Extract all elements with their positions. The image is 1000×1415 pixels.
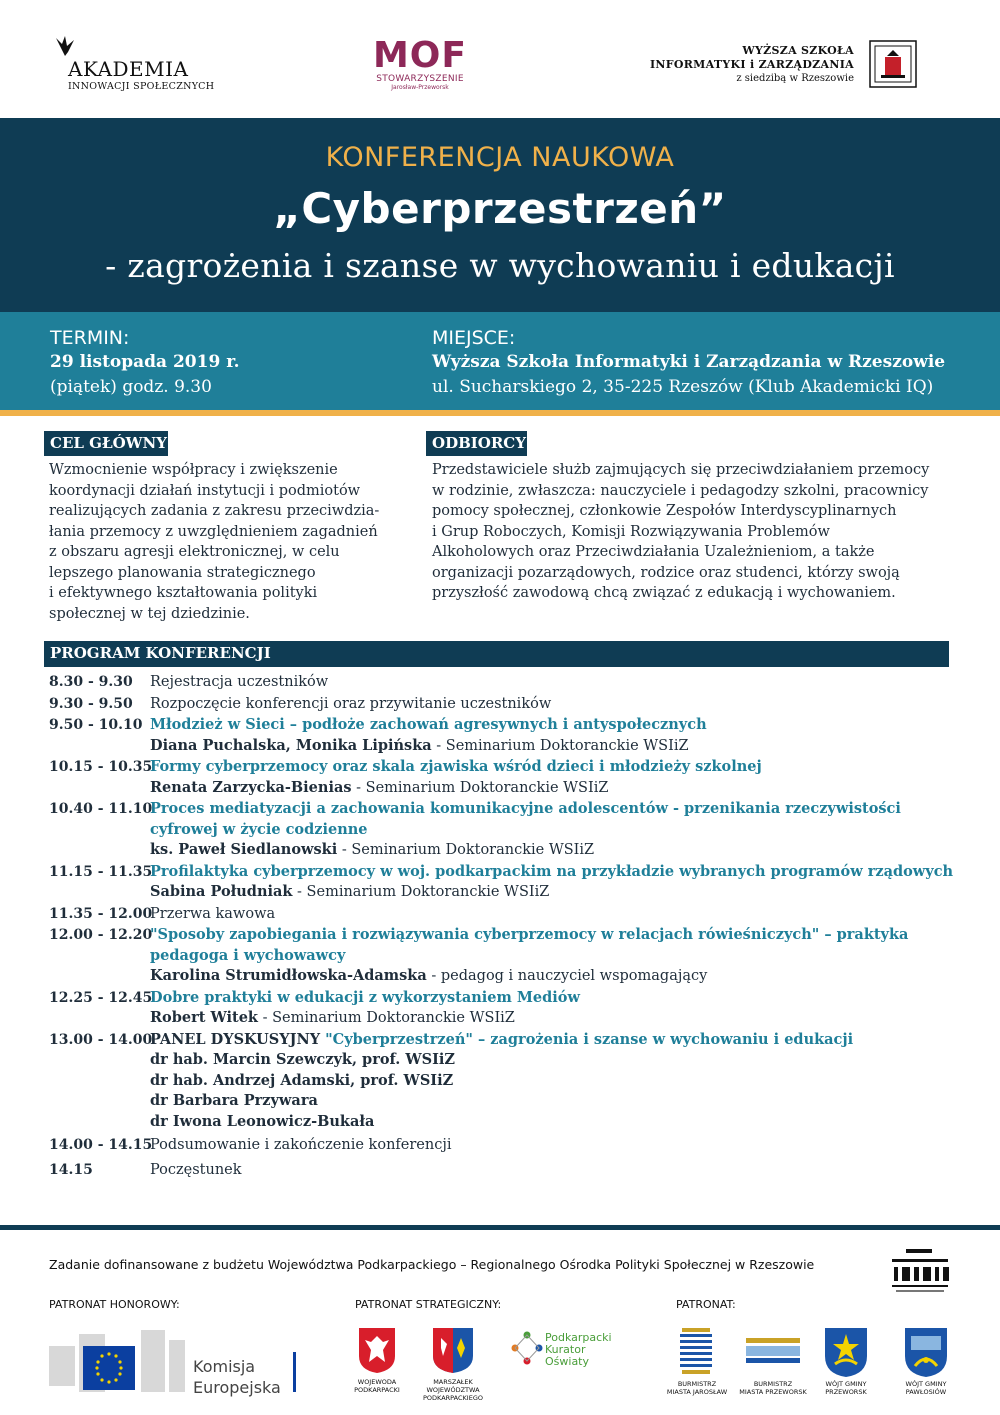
audience-line: Przedstawiciele służb zajmujących się przeciwdziałaniem przemocy — [432, 462, 930, 478]
wojt-przeworsk-crest-icon — [823, 1326, 869, 1378]
program-time: 9.50 - 10.10 — [49, 717, 143, 733]
strategic-patronage-label: PATRONAT STRATEGICZNY: — [355, 1298, 502, 1311]
place-address: ul. Sucharskiego 2, 35-225 Rzeszów (Klub Akademicki IQ) — [432, 377, 934, 397]
program-speaker: Sabina Południak — [150, 883, 293, 900]
program-affiliation: - pedagog i nauczyciel wspomagający — [426, 968, 708, 984]
program-item — [49, 715, 954, 756]
goal-line: społecznej w tej dziedzinie. — [49, 605, 250, 622]
term-time: (piątek) godz. 9.30 — [50, 377, 212, 397]
program-text: Rejestracja uczestników — [150, 674, 329, 690]
place-label: MIEJSCE: — [432, 327, 516, 349]
komisja-line2: Europejska — [193, 1378, 281, 1397]
akademia-name: AKADEMIA — [68, 57, 189, 81]
komisja-line1: Komisja — [193, 1357, 256, 1376]
wojt-przeworsk-caption — [814, 1380, 878, 1396]
program-topic: Młodzież w Sieci – podłoże zachowań agresywnych i antyspołecznych — [150, 716, 707, 733]
goal-heading: CEL GŁÓWNY — [44, 431, 168, 456]
audience-line: organizacji pozarządowych, rodzice oraz studenci, którzy swoją — [432, 564, 900, 581]
program-item — [49, 1030, 954, 1133]
audience-heading: ODBIORCY — [426, 431, 527, 456]
program-item — [49, 694, 954, 715]
panel-label: PANEL DYSKUSYJNY — [150, 1030, 321, 1048]
kurator-line1: Podkarpacki — [545, 1331, 612, 1344]
program-time: 12.00 - 12.20 — [49, 927, 153, 943]
program-affiliation: - Seminarium Doktoranckie WSIiZ — [257, 1010, 515, 1026]
audience-line: pomocy społecznej, członkowie Zespołów Interdyscyplinarnych — [432, 503, 897, 519]
program-item — [49, 672, 954, 693]
program-time: 13.00 - 14.00 — [49, 1031, 153, 1048]
program-topic: Proces mediatyzacji a zachowania komunikacyjne adolescentów - przenikania rzeczywistości cyfrowej w życie codzienne — [150, 800, 901, 838]
audience-line: przyszłość zawodową chcą związać z edukacją i wychowaniem. — [432, 585, 896, 601]
info-band — [0, 312, 1000, 410]
panelist: dr Barbara Przywara — [150, 1092, 318, 1109]
term-block — [50, 326, 240, 399]
mof-line2: Jarosław-Przeworsk — [391, 84, 449, 91]
wsiz-line3: z siedzibą w Rzeszowie — [736, 73, 854, 84]
program-speaker: Diana Puchalska, Monika Lipińska — [150, 736, 432, 754]
wojewoda-crest-icon — [357, 1326, 397, 1374]
program-time: 12.25 - 12.45 — [49, 989, 153, 1006]
program-speaker: ks. Paweł Siedlanowski — [150, 841, 338, 858]
program-item — [49, 757, 954, 798]
audience-text — [432, 460, 929, 604]
program-time: 11.15 - 11.35 — [49, 863, 153, 880]
mof-mark: MOF — [372, 35, 468, 76]
panelist: dr hab. Marcin Szewczyk, prof. WSIiZ — [150, 1051, 455, 1068]
kurator-text — [545, 1332, 612, 1368]
place-name: Wyższa Szkoła Informatyki i Zarządzania w Rzeszowie — [432, 352, 946, 372]
przeworsk-caption-text: BURMISTRZ MIASTA PRZEWORSK — [739, 1380, 807, 1396]
wojewoda-caption — [345, 1378, 409, 1394]
mof-logo — [360, 35, 480, 91]
title-band — [0, 118, 1000, 312]
program-item — [49, 1135, 954, 1156]
program-topic: "Sposoby zapobiegania i rozwiązywania cyberprzemocy w relacjach rówieśniczych" – praktyka pedagoga i wychowawcy — [150, 926, 909, 964]
logo-header — [0, 0, 1000, 118]
kurator-line3: Oświaty — [545, 1355, 590, 1368]
program-text: Podsumowanie i zakończenie konferencji — [150, 1137, 452, 1153]
program-time: 9.30 - 9.50 — [49, 695, 133, 712]
program-time: 14.00 - 14.15 — [49, 1137, 153, 1153]
goal-line: i efektywnego kształtowania polityki — [49, 585, 318, 601]
program-time: 11.35 - 12.00 — [49, 905, 153, 922]
goal-line: realizujących zadania z zakresu przeciwdzia- — [49, 503, 380, 519]
funding-note: Zadanie dofinansowane z budżetu Województwa Podkarpackiego – Regionalnego Ośrodka Polityki Społecznej w Rzeszowie — [49, 1257, 815, 1272]
term-date: 29 listopada 2019 r. — [50, 352, 240, 372]
gold-divider — [0, 410, 1000, 416]
program-item — [49, 904, 954, 925]
program-time: 10.40 - 11.10 — [49, 801, 153, 817]
program-topic: Dobre praktyki w edukacji z wykorzystaniem Mediów — [150, 988, 580, 1006]
program-topic: Profilaktyka cyberprzemocy w woj. podkarpackim na przykładzie wybranych programów rządowych — [150, 862, 954, 880]
wojt-przeworsk-caption-text: WÓJT GMINY PRZEWORSK — [825, 1380, 867, 1396]
term-label: TERMIN: — [50, 327, 130, 349]
program-list — [49, 672, 954, 1181]
wojt-pawlosiow-caption — [894, 1380, 958, 1396]
kurator-line2: Kurator — [545, 1343, 586, 1356]
marszalek-caption-text: MARSZAŁEK WOJEWÓDZTWA PODKARPACKIEGO — [423, 1378, 483, 1402]
audience-line: Alkoholowych oraz Przeciwdziałania Uzależnieniom, a także — [432, 544, 875, 560]
wsiz-logo-text — [650, 44, 854, 86]
goal-line: łania przemocy z uwzględnieniem zagadnień — [49, 523, 378, 540]
place-block — [432, 326, 945, 399]
wojewoda-caption-text: WOJEWODA PODKARPACKI — [354, 1378, 400, 1394]
przeworsk-caption — [735, 1380, 811, 1396]
wsiz-emblem-icon — [868, 39, 918, 89]
rops-logo-icon — [888, 1247, 952, 1295]
goal-line: koordynacji działań instytucji i podmiotów — [49, 482, 361, 499]
panelist: dr hab. Andrzej Adamski, prof. WSIiZ — [150, 1071, 454, 1089]
program-heading: PROGRAM KONFERENCJI — [44, 641, 949, 667]
wojt-pawlosiow-crest-icon — [903, 1326, 949, 1378]
program-speaker: Robert Witek — [150, 1009, 258, 1026]
kurator-logo-icon — [510, 1330, 544, 1366]
goal-text — [49, 460, 379, 624]
program-affiliation: - Seminarium Doktoranckie WSIiZ — [431, 737, 689, 754]
honorary-patronage-label: PATRONAT HONOROWY: — [49, 1298, 180, 1311]
wsiz-line1: WYŻSZA SZKOŁA — [742, 44, 854, 57]
marszalek-crest-icon — [431, 1326, 475, 1374]
program-item — [49, 799, 954, 861]
program-speaker: Renata Zarzycka-Bienias — [150, 778, 352, 796]
program-item — [49, 988, 954, 1029]
przeworsk-logo-icon — [744, 1336, 802, 1366]
program-text: Poczęstunek — [150, 1161, 242, 1178]
program-item — [49, 925, 954, 987]
program-item — [49, 862, 954, 903]
wojt-pawlosiow-caption-text: WÓJT GMINY PAWŁOSIÓW — [905, 1380, 947, 1396]
panelist: dr Iwona Leonowicz-Bukała — [150, 1112, 375, 1130]
program-time: 8.30 - 9.30 — [49, 674, 133, 690]
conference-title: „Cyberprzestrzeń” — [273, 184, 727, 233]
jaroslaw-caption — [664, 1380, 730, 1396]
program-text: Przerwa kawowa — [150, 905, 276, 922]
wsiz-line2: INFORMATYKI i ZARZĄDZANIA — [649, 58, 854, 71]
conference-kicker: KONFERENCJA NAUKOWA — [325, 142, 675, 173]
jaroslaw-caption-text: BURMISTRZ MIASTA JAROSŁAW — [666, 1380, 728, 1396]
akademia-subname: INNOWACJI SPOŁECZNYCH — [68, 81, 215, 92]
program-time: 10.15 - 10.35 — [49, 759, 153, 775]
program-topic: "Cyberprzestrzeń" – zagrożenia i szanse w wychowaniu i edukacji — [320, 1030, 854, 1048]
program-speaker: Karolina Strumidłowska-Adamska — [150, 967, 427, 984]
goal-line: Wzmocnienie współpracy i zwiększenie — [49, 462, 338, 478]
goal-line: z obszaru agresji elektronicznej, w celu — [49, 544, 340, 560]
jaroslaw-crest-icon — [676, 1326, 716, 1378]
program-item — [49, 1160, 954, 1181]
patronage-label: PATRONAT: — [676, 1298, 736, 1311]
mof-line1: STOWARZYSZENIE — [376, 74, 464, 84]
program-time: 14.15 — [49, 1161, 93, 1178]
program-topic: Formy cyberprzemocy oraz skala zjawiska wśród dzieci i młodzieży szkolnej — [150, 758, 762, 775]
footer-divider — [0, 1225, 1000, 1230]
audience-line: w rodzinie, zwłaszcza: nauczyciele i pedagodzy szkolni, pracownicy — [432, 482, 929, 499]
audience-line: i Grup Roboczych, Komisji Rozwiązywania Problemów — [432, 523, 830, 540]
program-text: Rozpoczęcie konferencji oraz przywitanie uczestników — [150, 695, 552, 712]
program-affiliation: - Seminarium Doktoranckie WSIiZ — [337, 842, 595, 858]
goal-line: lepszego planowania strategicznego — [49, 564, 316, 581]
program-affiliation: - Seminarium Doktoranckie WSIiZ — [351, 779, 609, 796]
marszalek-caption — [418, 1378, 488, 1402]
program-affiliation: - Seminarium Doktoranckie WSIiZ — [292, 884, 550, 900]
komisja-text — [193, 1356, 281, 1398]
conference-subtitle: - zagrożenia i szanse w wychowaniu i edukacji — [105, 246, 895, 285]
